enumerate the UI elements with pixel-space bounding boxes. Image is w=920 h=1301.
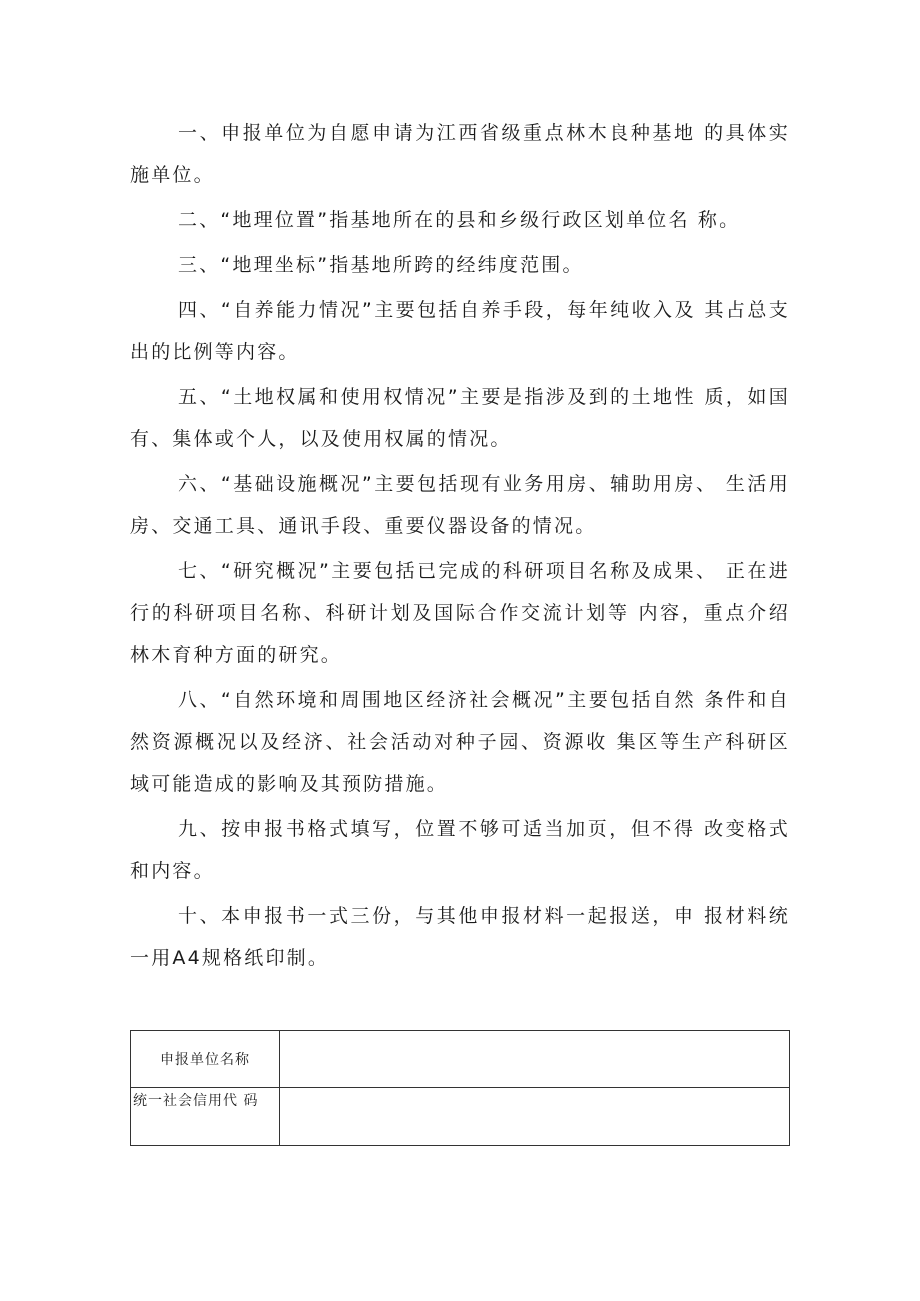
unit-name-label: 申报单位名称 (131, 1031, 280, 1088)
note-9: 九、按申报书格式填写，位置不够可适当加页，但不得 改变格式和内容。 (130, 818, 790, 882)
note-4: 四、“自养能力情况”主要包括自养手段，每年纯收入及 其占总支出的比例等内容。 (130, 299, 790, 363)
table-row (131, 1088, 790, 1146)
note-8: 八、“自然环境和周围地区经济社会概况”主要包括自然 条件和自然资源概况以及经济、社会活动对种子园、资源收 集区等生产科研区域可能造成的影响及其预防措施。 (130, 689, 790, 795)
credit-code-field[interactable] (280, 1088, 790, 1146)
credit-code-label: 统一社会信用代 码 (131, 1088, 280, 1146)
table-row (131, 1031, 790, 1088)
note-3: 三、“地理坐标”指基地所跨的经纬度范围。 (178, 254, 584, 276)
unit-name-field[interactable] (280, 1031, 790, 1088)
note-6: 六、“基础设施概况”主要包括现有业务用房、辅助用房、 生活用房、交通工具、通讯手段、重要仪器设备的情况。 (130, 473, 790, 537)
instructions-section (130, 112, 790, 982)
note-1: 一、申报单位为自愿申请为江西省级重点林木良种基地 的具体实施单位。 (130, 122, 790, 186)
note-10: 十、本申报书一式三份，与其他申报材料一起报送，申 报材料统一用A4规格纸印制。 (130, 905, 790, 969)
note-5: 五、“土地权属和使用权情况”主要是指涉及到的土地性 质，如国有、集体或个人，以及使用权属的情况。 (130, 386, 790, 450)
applicant-info-table (130, 1030, 790, 1146)
note-7: 七、“研究概况”主要包括已完成的科研项目名称及成果、 正在进行的科研项目名称、科研计划及国际合作交流计划等 内容，重点介绍林木育种方面的研究。 (130, 560, 790, 666)
note-2: 二、“地理位置”指基地所在的县和乡级行政区划单位名 称。 (178, 209, 741, 231)
